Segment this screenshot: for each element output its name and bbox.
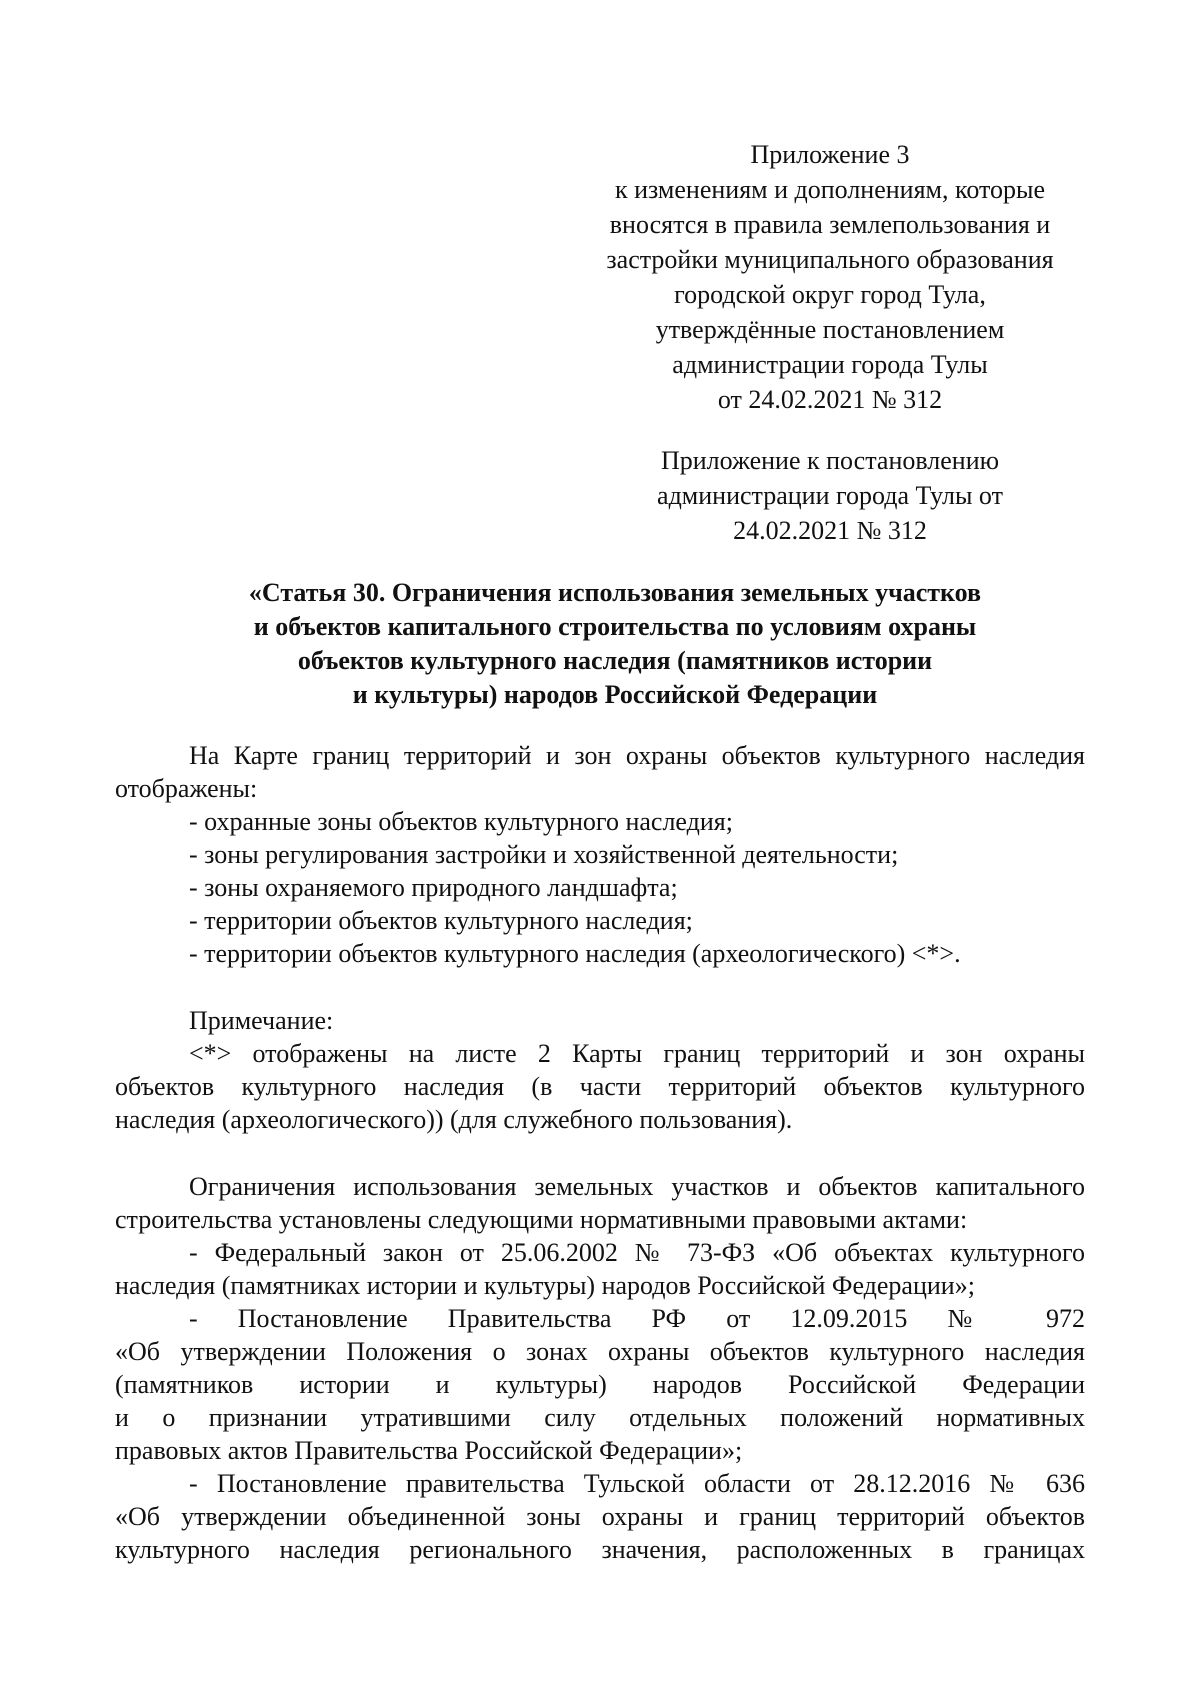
article-title-line: «Статья 30. Ограничения использования земельных участков: [248, 578, 982, 607]
annex-3-line: застройки муниципального образования: [606, 245, 1054, 274]
restrictions-line: строительства установлены следующими нормативными правовыми актами:: [115, 1205, 968, 1234]
note-heading: Примечание:: [189, 1006, 334, 1035]
law-line: (памятников истории и культуры) народов Российской Федерации: [115, 1370, 1085, 1399]
map-contents-section: [115, 739, 1085, 970]
article-title: [150, 576, 1080, 712]
list-item: - территории объектов культурного наследия;: [189, 906, 693, 935]
law-line: «Об утверждении объединенной зоны охраны и границ территорий объектов: [115, 1502, 1085, 1531]
annex-resolution-header: [580, 443, 1080, 548]
article-title-line: объектов культурного наследия (памятников истории: [297, 646, 933, 675]
list-item: - зоны регулирования застройки и хозяйственной деятельности;: [189, 840, 899, 869]
list-item: - территории объектов культурного наследия (археологического) <*>.: [189, 939, 961, 968]
law-line: наследия (памятниках истории и культуры) народов Российской Федерации»;: [115, 1271, 975, 1300]
intro-line: На Карте границ территорий и зон охраны объектов культурного наследия: [189, 741, 1085, 770]
article-title-line: и культуры) народов Российской Федерации: [352, 680, 878, 709]
annex-3-line: городской округ город Тула,: [674, 280, 986, 309]
restrictions-line: Ограничения использования земельных участков и объектов капитального: [189, 1172, 1085, 1201]
annex-3-line: от 24.02.2021 № 312: [717, 385, 943, 414]
annex-resolution-line: 24.02.2021 № 312: [733, 516, 927, 545]
law-line: «Об утверждении Положения о зонах охраны объектов культурного наследия: [115, 1337, 1085, 1366]
annex-resolution-line: администрации города Тулы от: [657, 481, 1003, 510]
law-line: - Федеральный закон от 25.06.2002 № 73-ФЗ «Об объектах культурного: [189, 1238, 1085, 1267]
list-item: - охранные зоны объектов культурного наследия;: [189, 807, 733, 836]
note-line: наследия (археологического)) (для служебного пользования).: [115, 1105, 793, 1134]
article-title-line: и объектов капитального строительства по условиям охраны: [253, 612, 977, 641]
intro-line: отображены:: [115, 774, 258, 803]
law-line: - Постановление правительства Тульской области от 28.12.2016 № 636: [189, 1469, 1085, 1498]
annex-3-line: утверждённые постановлением: [655, 315, 1005, 344]
annex-3-line: Приложение 3: [750, 140, 910, 169]
law-line: - Постановление Правительства РФ от 12.09.2015 № 972: [189, 1304, 1085, 1333]
law-line: культурного наследия регионального значения, расположенных в границах: [115, 1535, 1085, 1564]
annex-resolution-line: Приложение к постановлению: [660, 446, 1000, 475]
list-item: - зоны охраняемого природного ландшафта;: [189, 873, 678, 902]
law-line: правовых актов Правительства Российской Федерации»;: [115, 1436, 743, 1465]
note-section: [115, 1004, 1085, 1136]
annex-3-header: [580, 137, 1080, 417]
annex-3-line: вносятся в правила землепользования и: [609, 210, 1051, 239]
annex-3-line: к изменениям и дополнениям, которые: [614, 175, 1045, 204]
note-line: <*> отображены на листе 2 Карты границ территорий и зон охраны: [189, 1039, 1085, 1068]
restrictions-section: [115, 1170, 1085, 1566]
law-line: и о признании утратившими силу отдельных положений нормативных: [115, 1403, 1085, 1432]
annex-3-line: администрации города Тулы: [672, 350, 988, 379]
note-line: объектов культурного наследия (в части территорий объектов культурного: [115, 1072, 1085, 1101]
